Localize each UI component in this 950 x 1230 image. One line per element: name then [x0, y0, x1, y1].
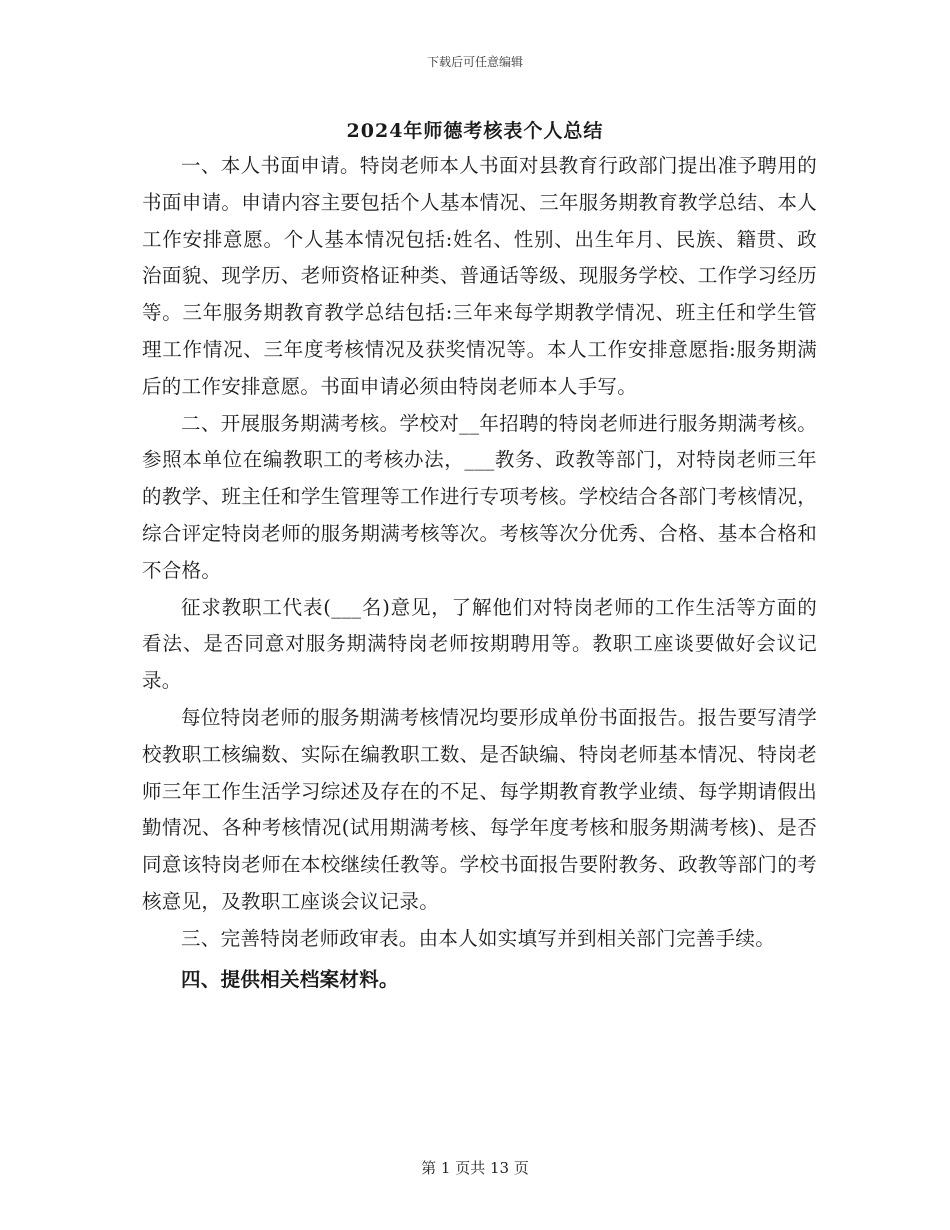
document-title: 2024年师德考核表个人总结: [346, 120, 604, 142]
paragraph-section-2: 二、开展服务期满考核。学校对__年招聘的特岗老师进行服务期满考核。参照本单位在编教职工的考核办法，___教务、政教等部门，对特岗老师三年的教学、班主任和学生管理等工作进行专项考核。学校结合各部门考核情况，综合评定特岗老师的服务期满考核等次。考核等次分优秀、合格、基本合格和不合格。: [142, 411, 817, 582]
document-body: [142, 148, 817, 998]
paragraph-written-report: 每位特岗老师的服务期满考核情况均要形成单份书面报告。报告要写清学校教职工核编数、实际在编教职工数、是否缺编、特岗老师基本情况、特岗老师三年工作生活学习综述及存在的不足、每学期教育教学业绩、每学期请假出勤情况、各种考核情况(试用期满考核、每学年度考核和服务期满考核)、是否同意该特岗老师在本校继续任教等。学校书面报告要附教务、政教等部门的考核意见，及教职工座谈会议记录。: [142, 705, 817, 913]
page-header-note: 下载后可任意编辑: [426, 55, 523, 69]
paragraph-staff-opinion: 征求教职工代表(___名)意见，了解他们对特岗老师的工作生活等方面的看法、是否同意对服务期满特岗老师按期聘用等。教职工座谈要做好会议记录。: [142, 595, 817, 693]
paragraph-section-4-heading: 四、提供相关档案材料。: [181, 967, 399, 991]
paragraph-section-1: 一、本人书面申请。特岗老师本人书面对县教育行政部门提出准予聘用的书面申请。申请内容主要包括个人基本情况、三年服务期教育教学总结、本人工作安排意愿。个人基本情况包括:姓名、性别、出生年月、民族、籍贯、政治面貌、现学历、老师资格证种类、普通话等级、现服务学校、工作学习经历等。三年服务期教育教学总结包括:三年来每学期教学情况、班主任和学生管理工作情况、三年度考核情况及获奖情况等。本人工作安排意愿指:服务期满后的工作安排意愿。书面申请必须由特岗老师本人手写。: [142, 154, 817, 398]
paragraph-section-3: 三、完善特岗老师政审表。由本人如实填写并到相关部门完善手续。: [181, 926, 776, 950]
page-number: 第 1 页共 13 页: [421, 1159, 529, 1177]
